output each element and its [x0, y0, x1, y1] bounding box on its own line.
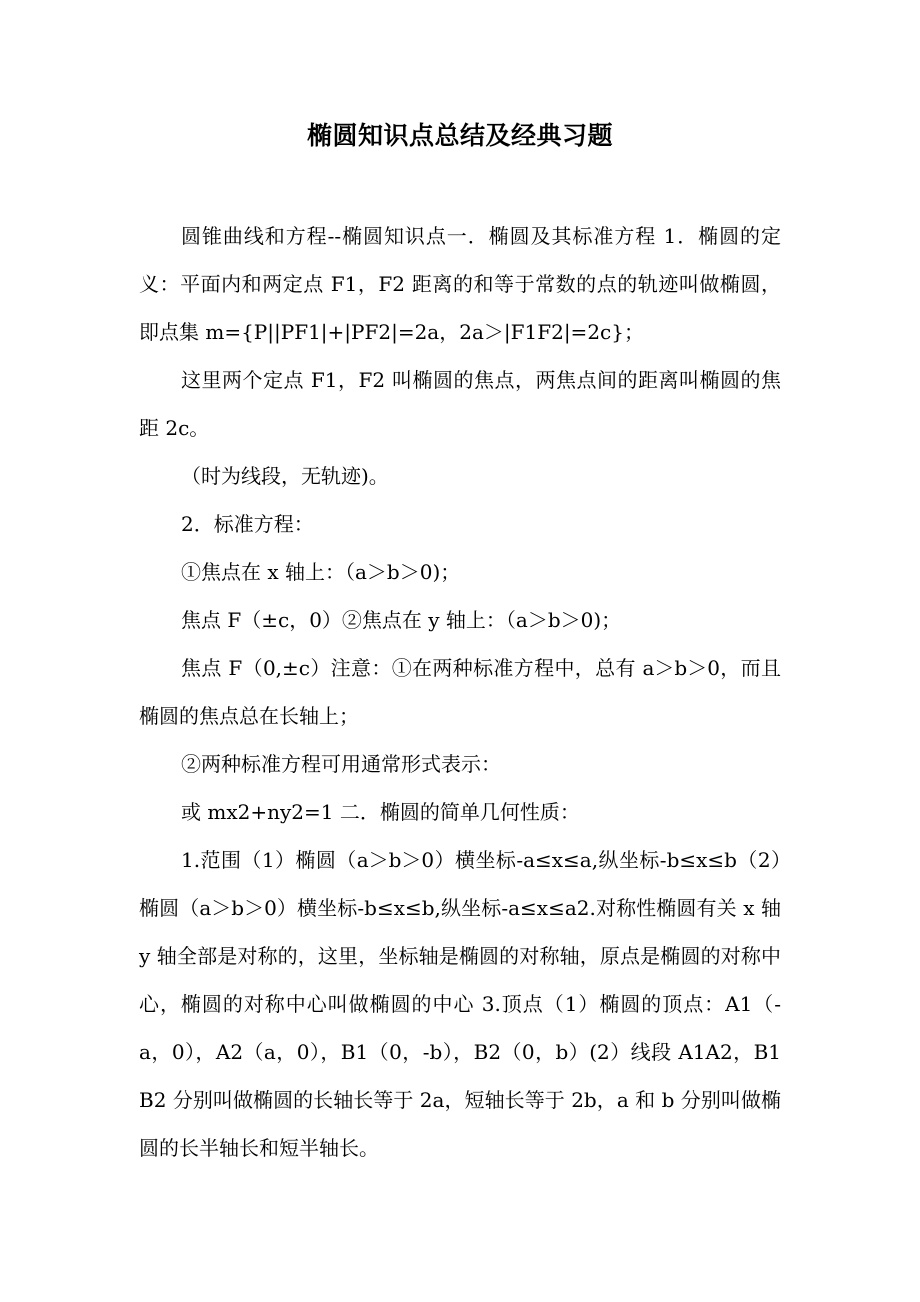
paragraph-ellipse-definition: 圆锥曲线和方程--椭圆知识点一．椭圆及其标准方程 1．椭圆的定义：平面内和两定点 F1，F2 距离的和等于常数的点的轨迹叫做椭圆，即点集 m={P||PF1|+|PF2|=2a，2a＞|F1F2|=2c}； [139, 224, 781, 344]
paragraph-foci: 这里两个定点 F1，F2 叫椭圆的焦点，两焦点间的距离叫椭圆的焦距 2c。 [139, 368, 781, 440]
paragraph-segment-note: （时为线段，无轨迹)。 [181, 464, 389, 488]
paragraph-range-symmetry-vertices: 1.范围（1）椭圆（a＞b＞0）横坐标-a≤x≤a,纵坐标-b≤x≤b（2）椭圆（a＞b＞0）横坐标-b≤x≤b,纵坐标-a≤x≤a2.对称性椭圆有关 x 轴 y 轴全部是对称的，这里，坐标轴是椭圆的对称轴，原点是椭圆的对称中心，椭圆的对称中心叫做椭圆的中心 3.顶点（1）椭圆的顶点：A1（-a，0），A2（a，0），B1（0，-b），B2（0，b）(2）线段 A1A2，B1B2 分别叫做椭圆的长轴长等于 2a，短轴长等于 2b，a 和 b 分别叫做椭圆的长半轴长和短半轴长。 [139, 848, 781, 1160]
paragraph-focus-y-axis: 焦点 F（±c，0）②焦点在 y 轴上：（a＞b＞0)； [181, 608, 622, 632]
paragraph-general-form: ②两种标准方程可用通常形式表示： [181, 752, 501, 776]
paragraph-note: 焦点 F（0,±c）注意：①在两种标准方程中，总有 a＞b＞0，而且椭圆的焦点总在长轴上； [139, 656, 781, 728]
document-title: 椭圆知识点总结及经典习题 [306, 121, 613, 150]
paragraph-geometric-properties: 或 mx2+ny2=1 二．椭圆的简单几何性质： [181, 800, 580, 824]
document-body [139, 212, 781, 1172]
paragraph-focus-x-axis: ①焦点在 x 轴上：（a＞b＞0)； [181, 560, 461, 584]
paragraph-standard-equation: 2．标准方程： [181, 512, 314, 536]
